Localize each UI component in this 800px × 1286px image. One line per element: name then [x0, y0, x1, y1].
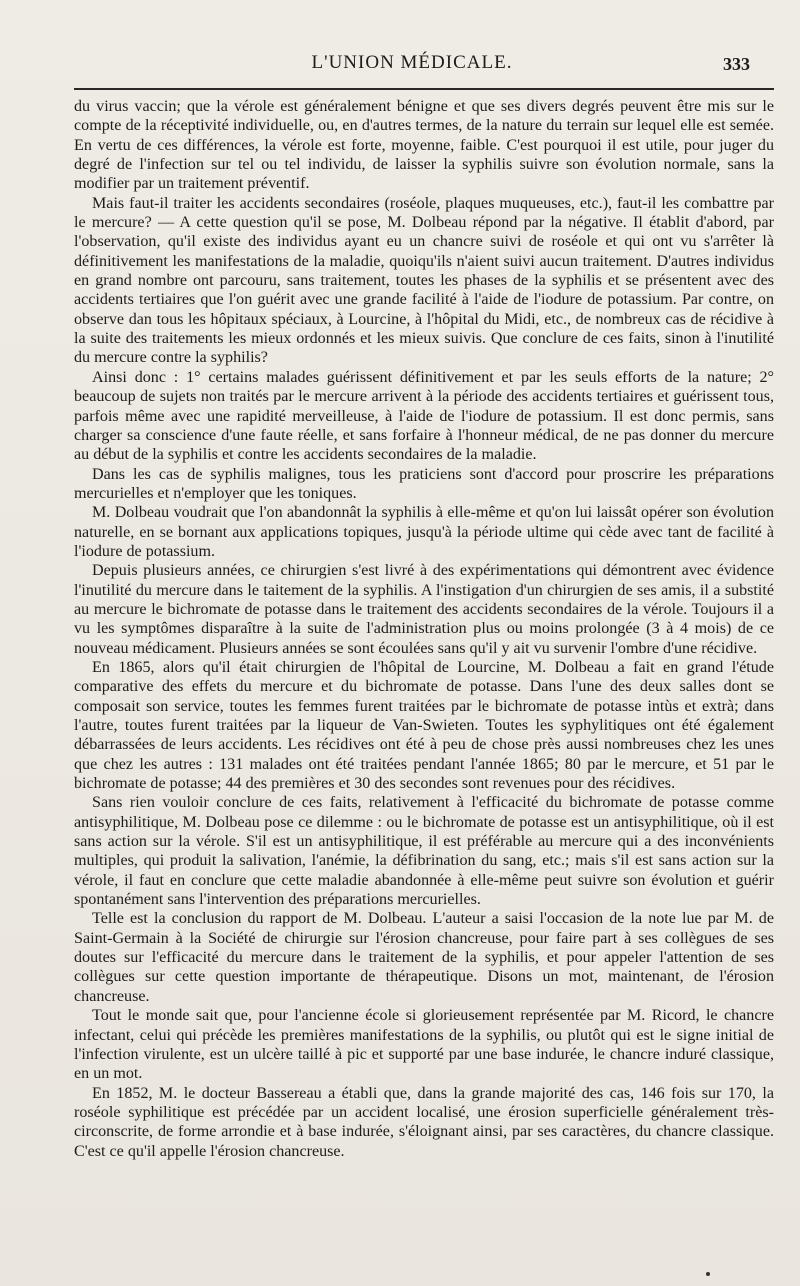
paragraph: Telle est la conclusion du rapport de M. Dolbeau. L'auteur a saisi l'occasion de la note lue par M. de Saint-Germain à la Société de chirurgie sur l'érosion chancreuse, pour faire part à ses collègues de ses doutes sur l'efficacité du mercure dans le traitement de la syphilis, et pour appeler l'attention de ses collègues sur cette question importante de thérapeutique. Disons un mot, maintenant, de l'érosion chancreuse. [74, 910, 774, 1005]
article-body [74, 97, 774, 1161]
header-rule [74, 88, 774, 90]
page-header [74, 52, 750, 80]
paragraph: En 1865, alors qu'il était chirurgien de l'hôpital de Lourcine, M. Dolbeau a fait en grand l'étude comparative des effets du mercure et du bichromate de potasse. Dans l'une des deux salles dont se composait son service, toutes les femmes furent traitées par le bichromate de potasse intùs et extrà; dans l'autre, toutes furent traitées par la liqueur de Van-Swieten. Toutes les syphylitiques ont été également débarrassées de leurs accidents. Les récidives ont été à peu de chose près aussi nombreuses chez les unes que chez les autres : 131 malades ont été traitées pendant l'année 1865; 80 par le mercure, et 51 par le bichromate de potasse; 44 des premières et 30 des secondes sont revenues pour des récidives. [74, 658, 774, 793]
paragraph: Sans rien vouloir conclure de ces faits, relativement à l'efficacité du bichromate de potasse comme antisyphilitique, M. Dolbeau pose ce dilemme : ou le bichromate de potasse est un antisyphilitique, où il est sans action sur la vérole. S'il est un antisyphilitique, il est préférable au mercure qui a des inconvénients multiples, qui produit la salivation, l'anémie, la défibrination du sang, etc.; mais s'il est sans action sur la vérole, il faut en conclure que cette maladie abandonnée à elle-même peut suivre son évolution et guérir spontanément sans l'intervention des préparations mercurielles. [74, 794, 774, 909]
paragraph: En 1852, M. le docteur Bassereau a établi que, dans la grande majorité des cas, 146 fois sur 170, la roséole syphilitique est précédée par un accident localisé, une érosion superficielle généralement très-circonscrite, de forme arrondie et à base indurée, s'éloignant ainsi, par ses caractères, du chancre classique. C'est ce qu'il appelle l'érosion chancreuse. [74, 1084, 774, 1160]
paragraph: Tout le monde sait que, pour l'ancienne école si glorieusement représentée par M. Ricord, le chancre infectant, celui qui précède les premières manifestations de la syphilis, ou plutôt qui est le signe initial de l'infection virulente, est un ulcère taillé à pic et supporté par une base indurée, le chancre induré classique, en un mot. [74, 1007, 774, 1083]
paragraph: Dans les cas de syphilis malignes, tous les praticiens sont d'accord pour proscrire les préparations mercurielles et n'employer que les toniques. [74, 465, 774, 502]
paragraph: Depuis plusieurs années, ce chirurgien s'est livré à des expérimentations qui démontrent avec évidence l'inutilité du mercure dans le taitement de la syphilis. A l'instigation d'un chirurgien de ses amis, il a substité au mercure le bichromate de potasse dans le traitement des accidents secondaires de la vérole. Toujours il a vu les symptômes disparaître à la suite de l'administration plus ou moins prolongée (3 à 4 mois) de ce nouveau médicament. Plusieurs années se sont écoulées sans qu'il y ait vu survenir l'ombre d'une récidive. [74, 562, 774, 657]
paragraph: Mais faut-il traiter les accidents secondaires (roséole, plaques muqueuses, etc.), faut-il les combattre par le mercure? — A cette question qu'il se pose, M. Dolbeau répond par la négative. Il établit d'abord, par l'observation, qu'il existe des individus ayant eu un chancre suivi de roséole et qui ont vu s'arrêter là définitivement les manifestations de la maladie, quoiqu'ils n'aient suivi aucun traitement. D'autres individus en grand nombre ont parcouru, sans traitement, toutes les phases de la syphilis et se présentent avec des accidents tertiaires que l'on guérit avec une grande facilité à l'aide de l'iodure de potassium. Par contre, on observe dan tous les hôpitaux spéciaux, à Lourcine, à l'hôpital du Midi, etc., de nombreux cas de récidive à la suite des traitements les mieux ordonnés et les mieux suivis. Que conclure de ces faits, sinon à l'inutilité du mercure contre la syphilis? [74, 194, 774, 367]
running-title: L'UNION MÉDICALE. [311, 52, 513, 73]
page-number: 333 [723, 54, 750, 74]
paragraph: du virus vaccin; que la vérole est généralement bénigne et que ses divers degrés peuvent être mis sur le compte de la réceptivité individuelle, ou, en d'autres termes, de la nature du terrain sur lequel elle est semée. En vertu de ces différences, la vérole est forte, moyenne, faible. C'est pourquoi il est utile, pour juger du degré de l'infection sur tel ou tel individu, de laisser la syphilis suivre son évolution normale, sans la modifier par un traitement préventif. [74, 98, 774, 193]
paragraph: Ainsi donc : 1° certains malades guérissent définitivement et par les seuls efforts de la nature; 2° beaucoup de sujets non traités par le mercure arrivent à la période des accidents tertiaires et guérissent tous, parfois même avec une rapidité merveilleuse, à l'aide de l'iodure de potassium. Il est donc permis, sans charger sa conscience d'une faute réelle, et sans forfaire à l'honneur médical, de ne pas donner du mercure au début de la syphilis et contre les accidents secondaires de la maladie. [74, 368, 774, 464]
ink-speck [706, 1272, 710, 1276]
paragraph: M. Dolbeau voudrait que l'on abandonnât la syphilis à elle-même et qu'on lui laissât opérer son évolution naturelle, en se bornant aux applications topiques, jusqu'à la période ultime qui cède avec tant de facilité à l'iodure de potassium. [74, 504, 774, 560]
